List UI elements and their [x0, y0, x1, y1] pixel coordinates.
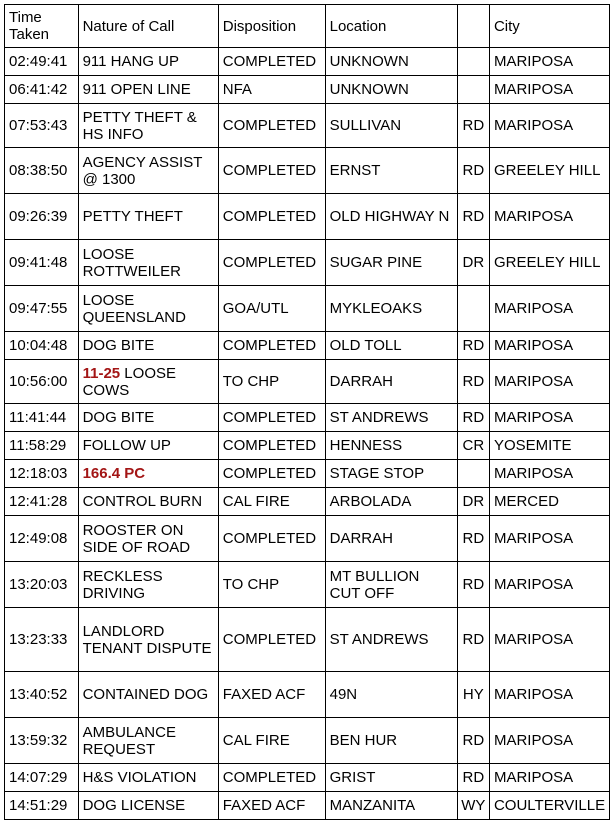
city-cell: MARIPOSA [489, 460, 609, 488]
city-cell: MARIPOSA [489, 672, 609, 718]
city-cell: YOSEMITE [489, 432, 609, 460]
city-cell: MARIPOSA [489, 764, 609, 792]
table-row [5, 672, 610, 718]
disposition-cell: TO CHP [218, 360, 325, 404]
nature-of-call-text: AMBULANCE REQUEST [82, 723, 176, 758]
nature-of-call-text: CONTROL BURN [82, 493, 203, 510]
location-cell: DARRAH [325, 360, 457, 404]
table-row [5, 516, 610, 562]
city-cell: MARIPOSA [489, 104, 609, 148]
street-suffix-cell [457, 286, 489, 332]
time-taken-cell: 13:59:32 [5, 718, 79, 764]
table-row [5, 48, 610, 76]
location-cell: ERNST [325, 148, 457, 194]
location-cell: OLD HIGHWAY N [325, 194, 457, 240]
table-row [5, 764, 610, 792]
street-suffix-cell: RD [457, 718, 489, 764]
location-cell: DARRAH [325, 516, 457, 562]
street-suffix-cell: WY [457, 792, 489, 820]
location-cell: ST ANDREWS [325, 404, 457, 432]
city-cell: MARIPOSA [489, 194, 609, 240]
nature-of-call-text: DOG BITE [82, 337, 155, 354]
header-disposition: Disposition [218, 5, 325, 48]
street-suffix-cell: RD [457, 148, 489, 194]
table-row [5, 562, 610, 608]
nature-of-call-text: FOLLOW UP [82, 437, 171, 454]
disposition-cell: COMPLETED [218, 460, 325, 488]
disposition-cell: COMPLETED [218, 516, 325, 562]
nature-of-call-text: PETTY THEFT [82, 208, 183, 225]
city-cell: MARIPOSA [489, 404, 609, 432]
street-suffix-cell: CR [457, 432, 489, 460]
time-taken-cell: 10:04:48 [5, 332, 79, 360]
header-nature-of-call: Nature of Call [78, 5, 218, 48]
nature-of-call-text: PETTY THEFT & HS INFO [82, 108, 197, 143]
header-city: City [489, 5, 609, 48]
city-cell: MARIPOSA [489, 76, 609, 104]
disposition-cell: COMPLETED [218, 194, 325, 240]
table-row [5, 718, 610, 764]
table-row [5, 488, 610, 516]
time-taken-cell: 12:41:28 [5, 488, 79, 516]
disposition-cell: COMPLETED [218, 432, 325, 460]
nature-of-call-cell [78, 562, 218, 608]
header-location: Location [325, 5, 457, 48]
street-suffix-cell [457, 48, 489, 76]
nature-of-call-cell [78, 240, 218, 286]
disposition-cell: FAXED ACF [218, 672, 325, 718]
table-row [5, 286, 610, 332]
disposition-cell: COMPLETED [218, 104, 325, 148]
nature-of-call-cell [78, 672, 218, 718]
nature-of-call-cell [78, 516, 218, 562]
time-taken-cell: 13:20:03 [5, 562, 79, 608]
nature-of-call-cell [78, 286, 218, 332]
nature-of-call-cell [78, 718, 218, 764]
nature-of-call-text: RECKLESS DRIVING [82, 567, 163, 602]
nature-of-call-text: CONTAINED DOG [82, 686, 209, 703]
call-log-table [4, 4, 610, 820]
street-suffix-cell: RD [457, 404, 489, 432]
time-taken-cell: 11:58:29 [5, 432, 79, 460]
location-cell: HENNESS [325, 432, 457, 460]
disposition-cell: COMPLETED [218, 148, 325, 194]
nature-of-call-cell [78, 488, 218, 516]
nature-of-call-text: H&S VIOLATION [82, 769, 197, 786]
time-taken-cell: 13:23:33 [5, 608, 79, 672]
location-cell: MT BULLION CUT OFF [325, 562, 457, 608]
city-cell: MARIPOSA [489, 608, 609, 672]
call-log-body [5, 48, 610, 820]
time-taken-cell: 14:51:29 [5, 792, 79, 820]
city-cell: GREELEY HILL [489, 148, 609, 194]
nature-of-call-text: AGENCY ASSIST @ 1300 [82, 153, 203, 188]
time-taken-cell: 09:47:55 [5, 286, 79, 332]
disposition-cell: COMPLETED [218, 764, 325, 792]
table-row [5, 76, 610, 104]
nature-of-call-cell [78, 792, 218, 820]
city-cell: MARIPOSA [489, 360, 609, 404]
nature-of-call-cell [78, 148, 218, 194]
table-row [5, 460, 610, 488]
location-cell: UNKNOWN [325, 48, 457, 76]
disposition-cell: COMPLETED [218, 240, 325, 286]
nature-of-call-text: 911 HANG UP [82, 53, 180, 70]
table-row [5, 332, 610, 360]
disposition-cell: CAL FIRE [218, 718, 325, 764]
time-taken-cell: 12:49:08 [5, 516, 79, 562]
street-suffix-cell: RD [457, 516, 489, 562]
table-row [5, 360, 610, 404]
city-cell: GREELEY HILL [489, 240, 609, 286]
disposition-cell: COMPLETED [218, 48, 325, 76]
incident-code: 11-25 [82, 364, 121, 382]
street-suffix-cell: RD [457, 764, 489, 792]
location-cell: 49N [325, 672, 457, 718]
street-suffix-cell: HY [457, 672, 489, 718]
location-cell: SULLIVAN [325, 104, 457, 148]
time-taken-cell: 10:56:00 [5, 360, 79, 404]
nature-of-call-text: LANDLORD TENANT DISPUTE [82, 622, 212, 657]
nature-of-call-cell [78, 104, 218, 148]
city-cell: MARIPOSA [489, 516, 609, 562]
location-cell: STAGE STOP [325, 460, 457, 488]
disposition-cell: FAXED ACF [218, 792, 325, 820]
location-cell: MANZANITA [325, 792, 457, 820]
nature-of-call-text: DOG BITE [82, 409, 155, 426]
table-row [5, 148, 610, 194]
disposition-cell: COMPLETED [218, 608, 325, 672]
time-taken-cell: 06:41:42 [5, 76, 79, 104]
nature-of-call-cell [78, 608, 218, 672]
time-taken-cell: 09:26:39 [5, 194, 79, 240]
nature-of-call-text: LOOSE QUEENSLAND [82, 291, 186, 326]
nature-of-call-cell [78, 76, 218, 104]
disposition-cell: COMPLETED [218, 332, 325, 360]
street-suffix-cell: DR [457, 240, 489, 286]
location-cell: GRIST [325, 764, 457, 792]
table-row [5, 792, 610, 820]
disposition-cell: TO CHP [218, 562, 325, 608]
time-taken-cell: 14:07:29 [5, 764, 79, 792]
table-row [5, 432, 610, 460]
time-taken-cell: 11:41:44 [5, 404, 79, 432]
table-row [5, 194, 610, 240]
city-cell: MARIPOSA [489, 286, 609, 332]
header-row [5, 5, 610, 48]
disposition-cell: GOA/UTL [218, 286, 325, 332]
location-cell: ARBOLADA [325, 488, 457, 516]
city-cell: MARIPOSA [489, 48, 609, 76]
location-cell: BEN HUR [325, 718, 457, 764]
nature-of-call-text: LOOSE COWS [82, 364, 176, 399]
street-suffix-cell: RD [457, 360, 489, 404]
nature-of-call-text: LOOSE ROTTWEILER [82, 245, 181, 280]
location-cell: UNKNOWN [325, 76, 457, 104]
time-taken-cell: 02:49:41 [5, 48, 79, 76]
nature-of-call-text: 911 OPEN LINE [82, 81, 191, 98]
location-cell: SUGAR PINE [325, 240, 457, 286]
street-suffix-cell: RD [457, 608, 489, 672]
city-cell: MARIPOSA [489, 562, 609, 608]
incident-code: 166.4 PC [82, 465, 146, 482]
nature-of-call-cell [78, 404, 218, 432]
street-suffix-cell: RD [457, 332, 489, 360]
time-taken-cell: 12:18:03 [5, 460, 79, 488]
time-taken-cell: 07:53:43 [5, 104, 79, 148]
disposition-cell: NFA [218, 76, 325, 104]
nature-of-call-cell [78, 332, 218, 360]
street-suffix-cell: RD [457, 104, 489, 148]
table-row [5, 104, 610, 148]
street-suffix-cell: RD [457, 562, 489, 608]
table-row [5, 240, 610, 286]
street-suffix-cell: RD [457, 194, 489, 240]
disposition-cell: COMPLETED [218, 404, 325, 432]
nature-of-call-cell [78, 194, 218, 240]
city-cell: MARIPOSA [489, 718, 609, 764]
nature-of-call-cell [78, 460, 218, 488]
disposition-cell: CAL FIRE [218, 488, 325, 516]
city-cell: MARIPOSA [489, 332, 609, 360]
street-suffix-cell [457, 76, 489, 104]
header-street-suffix [457, 5, 489, 48]
nature-of-call-cell [78, 432, 218, 460]
street-suffix-cell [457, 460, 489, 488]
nature-of-call-text: DOG LICENSE [82, 797, 186, 814]
header-time-taken: Time Taken [5, 5, 79, 48]
time-taken-cell: 13:40:52 [5, 672, 79, 718]
table-row [5, 608, 610, 672]
time-taken-cell: 09:41:48 [5, 240, 79, 286]
nature-of-call-cell [78, 764, 218, 792]
nature-of-call-cell [78, 360, 218, 404]
table-row [5, 404, 610, 432]
nature-of-call-text: ROOSTER ON SIDE OF ROAD [82, 521, 191, 556]
city-cell: COULTERVILLE [489, 792, 609, 820]
location-cell: OLD TOLL [325, 332, 457, 360]
city-cell: MERCED [489, 488, 609, 516]
time-taken-cell: 08:38:50 [5, 148, 79, 194]
street-suffix-cell: DR [457, 488, 489, 516]
location-cell: MYKLEOAKS [325, 286, 457, 332]
location-cell: ST ANDREWS [325, 608, 457, 672]
nature-of-call-cell [78, 48, 218, 76]
